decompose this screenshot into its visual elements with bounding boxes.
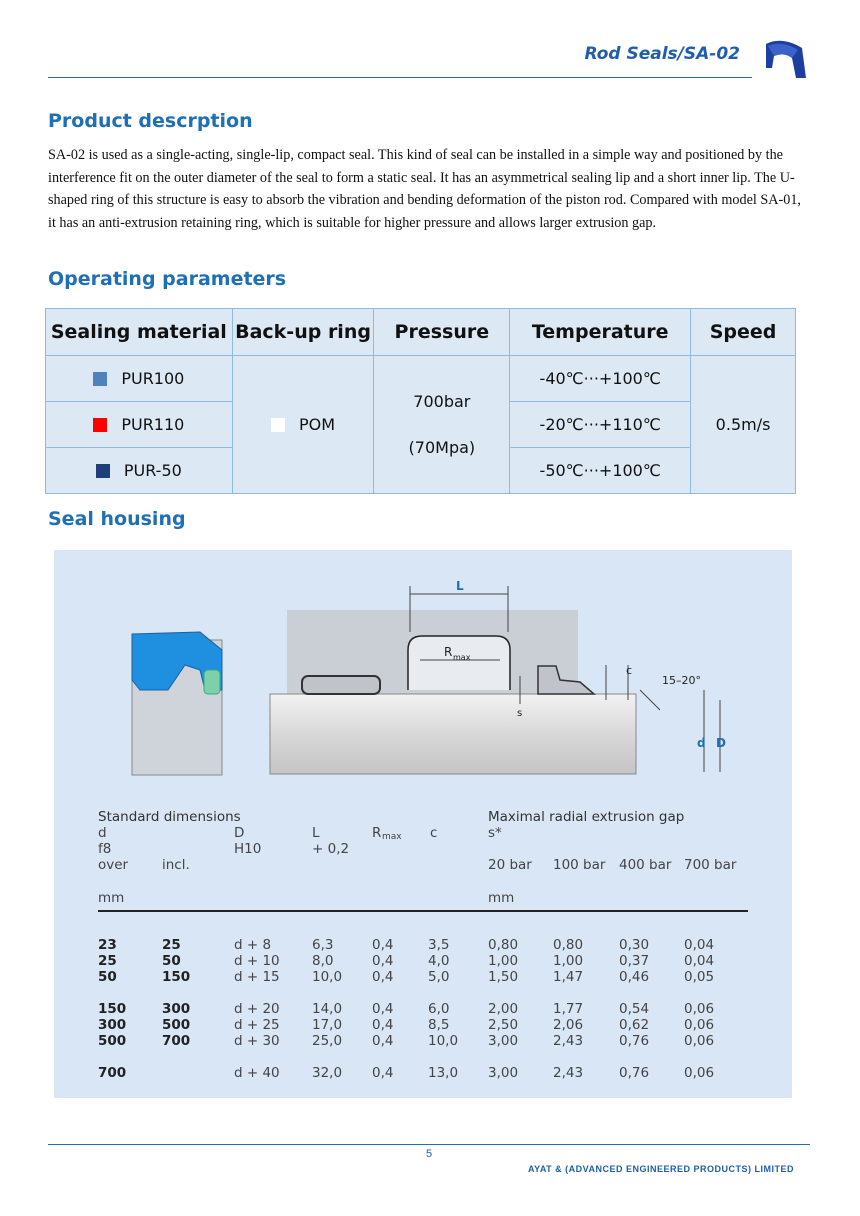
dims-cell: d + 40 bbox=[234, 1065, 280, 1081]
dims-cell: 3,5 bbox=[428, 937, 450, 953]
dims-cell: 50 bbox=[98, 969, 117, 985]
dims-cell: 0,06 bbox=[684, 1001, 715, 1017]
col-D: D bbox=[234, 825, 245, 841]
dims-cell: 0,4 bbox=[372, 1001, 394, 1017]
dims-cell: 8,0 bbox=[312, 953, 334, 969]
dims-cell: 25 bbox=[98, 953, 117, 969]
dims-cell: 300 bbox=[98, 1017, 127, 1033]
dims-cell: 1,00 bbox=[553, 953, 584, 969]
dims-cell: 0,06 bbox=[684, 1033, 715, 1049]
dims-cell: 150 bbox=[162, 969, 191, 985]
col-temperature: Temperature bbox=[510, 309, 691, 356]
header-title: Rod Seals/SA-02 bbox=[584, 44, 740, 64]
dims-cell: 17,0 bbox=[312, 1017, 343, 1033]
dims-cell: 14,0 bbox=[312, 1001, 343, 1017]
gap-col: 20 bar bbox=[488, 857, 532, 873]
dims-cell: 0,06 bbox=[684, 1017, 715, 1033]
company-name: AYAT & (ADVANCED ENGINEERED PRODUCTS) LIMITED bbox=[527, 1164, 794, 1174]
col-over: over bbox=[98, 857, 129, 873]
dims-cell: 23 bbox=[98, 937, 117, 953]
dims-cell: 4,0 bbox=[428, 953, 450, 969]
dims-cell: 500 bbox=[162, 1017, 191, 1033]
col-incl: incl. bbox=[162, 857, 190, 873]
label-rmax-sub: max bbox=[453, 653, 471, 662]
housing-heading: Seal housing bbox=[48, 508, 186, 530]
label-angle: 15–20° bbox=[662, 674, 701, 687]
col-d: d bbox=[98, 825, 107, 841]
col-s: s* bbox=[488, 825, 502, 841]
col-R: R bbox=[372, 825, 382, 841]
dims-cell: 0,04 bbox=[684, 937, 715, 953]
dims-cell: 2,06 bbox=[553, 1017, 584, 1033]
material-name: PUR110 bbox=[121, 415, 185, 434]
dims-cell: d + 15 bbox=[234, 969, 280, 985]
dims-cell: 700 bbox=[98, 1065, 127, 1081]
dims-cell: 2,50 bbox=[488, 1017, 519, 1033]
label-d: d bbox=[697, 736, 706, 750]
label-L: L bbox=[456, 579, 464, 593]
dims-cell: d + 30 bbox=[234, 1033, 280, 1049]
dims-cell: 0,4 bbox=[372, 953, 394, 969]
temperature-cell: -20℃···+110℃ bbox=[510, 402, 691, 448]
dims-header-rule bbox=[98, 910, 748, 912]
temperature-cell: -50℃···+100℃ bbox=[510, 448, 691, 494]
dims-cell: 3,00 bbox=[488, 1065, 519, 1081]
dims-title-left: Standard dimensions bbox=[98, 809, 241, 825]
dims-cell: 0,80 bbox=[553, 937, 584, 953]
speed-cell: 0.5m/s bbox=[691, 356, 796, 494]
dims-cell: 13,0 bbox=[428, 1065, 459, 1081]
col-speed: Speed bbox=[691, 309, 796, 356]
unit-right: mm bbox=[488, 890, 515, 906]
dims-cell: 8,5 bbox=[428, 1017, 450, 1033]
dims-cell: 10,0 bbox=[312, 969, 343, 985]
dims-cell: 5,0 bbox=[428, 969, 450, 985]
dims-cell: 25,0 bbox=[312, 1033, 343, 1049]
operating-heading: Operating parameters bbox=[48, 268, 287, 290]
col-L-tol: + 0,2 bbox=[312, 841, 350, 857]
dims-cell: 0,62 bbox=[619, 1017, 650, 1033]
seal-in-groove bbox=[302, 676, 380, 694]
dims-cell: 3,00 bbox=[488, 1033, 519, 1049]
dims-cell: 0,54 bbox=[619, 1001, 650, 1017]
col-H10: H10 bbox=[234, 841, 262, 857]
temperature-cell: -40℃···+100℃ bbox=[510, 356, 691, 402]
dims-cell: d + 25 bbox=[234, 1017, 280, 1033]
backup-name: POM bbox=[299, 415, 336, 434]
dims-cell: 0,4 bbox=[372, 969, 394, 985]
dims-cell: 32,0 bbox=[312, 1065, 343, 1081]
dims-cell: 300 bbox=[162, 1001, 191, 1017]
dims-cell: 1,00 bbox=[488, 953, 519, 969]
dims-cell: 25 bbox=[162, 937, 181, 953]
unit-left: mm bbox=[98, 890, 125, 906]
dims-cell: 10,0 bbox=[428, 1033, 459, 1049]
dims-cell: 0,76 bbox=[619, 1033, 650, 1049]
footer-divider bbox=[48, 1144, 810, 1145]
col-backup-ring: Back-up ring bbox=[232, 309, 374, 356]
dims-cell: 0,80 bbox=[488, 937, 519, 953]
dims-cell: 2,43 bbox=[553, 1033, 584, 1049]
col-L: L bbox=[312, 825, 320, 841]
dims-cell: d + 20 bbox=[234, 1001, 280, 1017]
dims-cell: 0,05 bbox=[684, 969, 715, 985]
pressure-bar: 700bar bbox=[413, 391, 471, 411]
dims-cell: 700 bbox=[162, 1033, 191, 1049]
label-c: c bbox=[626, 664, 633, 677]
dims-cell: 0,4 bbox=[372, 1065, 394, 1081]
description-heading: Product descrption bbox=[48, 110, 253, 132]
rod bbox=[270, 694, 636, 774]
dims-cell: d + 10 bbox=[234, 953, 280, 969]
dims-cell: 0,37 bbox=[619, 953, 650, 969]
dims-cell: 0,76 bbox=[619, 1065, 650, 1081]
dims-cell: 6,0 bbox=[428, 1001, 450, 1017]
col-pressure: Pressure bbox=[374, 309, 510, 356]
label-s: s bbox=[517, 708, 523, 719]
dims-cell: 0,06 bbox=[684, 1065, 715, 1081]
dims-cell: 150 bbox=[98, 1001, 127, 1017]
gap-col: 100 bar bbox=[553, 857, 606, 873]
description-text: SA-02 is used as a single-acting, single-lip, compact seal. This kind of seal can be installed in a simple way and positioned by the interference fit on the outer diameter of the seal to form a static seal. It has an asymmetrical sealing lip and a short inner lip. The U-shaped ring of this structure is easy to absorb the vibration and bending deformation of the piston rod. Compared with model SA-01, it has an anti-extrusion retaining ring, which is suitable for higher pressure and allows larger extrusion gap. bbox=[48, 147, 801, 231]
dims-cell: 0,4 bbox=[372, 1017, 394, 1033]
dims-cell: 0,04 bbox=[684, 953, 715, 969]
dims-cell: 0,4 bbox=[372, 1033, 394, 1049]
dims-cell: 0,30 bbox=[619, 937, 650, 953]
col-f8: f8 bbox=[98, 841, 112, 857]
material-name: PUR-50 bbox=[123, 461, 182, 480]
col-R-sub: max bbox=[382, 832, 402, 842]
dims-cell: 6,3 bbox=[312, 937, 334, 953]
page-number: 5 bbox=[426, 1148, 433, 1160]
dims-cell: 0,4 bbox=[372, 937, 394, 953]
col-c: c bbox=[430, 825, 438, 841]
dims-cell: 1,50 bbox=[488, 969, 519, 985]
dims-cell: 1,77 bbox=[553, 1001, 584, 1017]
dims-cell: d + 8 bbox=[234, 937, 272, 953]
dims-cell: 0,46 bbox=[619, 969, 650, 985]
dims-cell: 2,43 bbox=[553, 1065, 584, 1081]
dims-cell: 2,00 bbox=[488, 1001, 519, 1017]
dims-cell: 1,47 bbox=[553, 969, 584, 985]
gap-col: 700 bar bbox=[684, 857, 737, 873]
backup-ring-section bbox=[204, 670, 220, 694]
label-rmax: R bbox=[444, 645, 453, 659]
label-D: D bbox=[716, 736, 726, 750]
dims-title-right: Maximal radial extrusion gap bbox=[488, 809, 685, 825]
dims-cell: 50 bbox=[162, 953, 181, 969]
dims-cell: 500 bbox=[98, 1033, 127, 1049]
gap-col: 400 bar bbox=[619, 857, 672, 873]
col-sealing-material: Sealing material bbox=[46, 309, 233, 356]
pressure-mpa: (70Mpa) bbox=[408, 437, 476, 457]
material-name: PUR100 bbox=[121, 369, 185, 388]
